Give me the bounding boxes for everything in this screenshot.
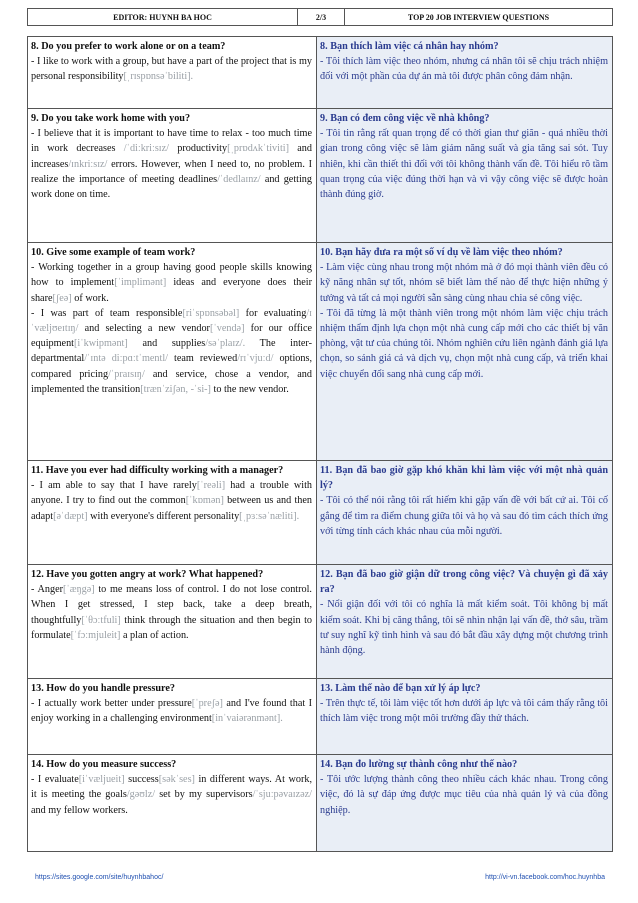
table-row bbox=[28, 243, 612, 461]
ipa-text: [ˈpreʃə] bbox=[191, 698, 223, 710]
table-row bbox=[28, 109, 612, 243]
ipa-text: [ˈæŋgə] bbox=[63, 584, 95, 596]
vietnamese-cell bbox=[317, 109, 612, 242]
answer-en: and getting work done on time. bbox=[31, 173, 312, 201]
answer-vi: - Trên thực tế, tôi làm việc tốt hơn dưới áp lực và tôi cảm thấy rằng tôi thích làm việc trong một môi trường đầy thử thách. bbox=[320, 698, 608, 725]
answer-en: and my fellow workers. bbox=[31, 804, 128, 816]
ipa-text: [ˈvendə] bbox=[209, 323, 245, 335]
ipa-text: [inˈvaiərənmənt]. bbox=[211, 713, 283, 725]
answer-en: - Working together in a group having good people skills knowing how to implement bbox=[31, 262, 312, 289]
question-vi: 9. Bạn có đem công việc về nhà không? bbox=[320, 113, 490, 124]
answer-en: - Anger bbox=[31, 584, 63, 596]
ipa-text: [ʃeə] bbox=[52, 292, 72, 304]
table-row bbox=[28, 755, 612, 851]
english-cell bbox=[28, 679, 317, 754]
answer-en: for evaluating bbox=[239, 307, 307, 319]
question-en: 9. Do you take work home with you? bbox=[31, 113, 191, 124]
answer-vi: - Tôi có thể nói rằng tôi rất hiếm khi gặp vấn đề với bất cứ ai. Tôi cố gắng để tìm ra điểm chung giữa tôi và họ và sau đó tìm cách thích ứng với từng tính cách khác nhau của mỗi người. bbox=[320, 495, 608, 537]
answer-en: - I believe that it is important to have time to relax - too much time in work decreases bbox=[31, 128, 312, 155]
answer-en: and selecting a new vendor bbox=[78, 323, 210, 335]
ipa-text: /rɪˈvjuːd/ bbox=[237, 353, 274, 365]
answer-en: and increases bbox=[31, 143, 312, 170]
ipa-text: [səkˈses] bbox=[158, 774, 195, 786]
page-number: 2/3 bbox=[298, 9, 345, 25]
vietnamese-cell bbox=[317, 679, 612, 754]
question-vi: 13. Làm thế nào để bạn xử lý áp lực? bbox=[320, 683, 481, 694]
vietnamese-cell bbox=[317, 461, 612, 564]
footer-link-sites[interactable]: https://sites.google.com/site/huynhbahoc/ bbox=[35, 874, 164, 881]
ipa-text: [riˈspɒnsəbəl] bbox=[182, 307, 240, 319]
ipa-text: /səˈplaɪz/. bbox=[205, 338, 246, 350]
answer-en: - I like to work with a group, but have a part of the project that is my personal responsibility bbox=[31, 56, 312, 83]
question-en: 13. How do you handle pressure? bbox=[31, 683, 175, 694]
table-row bbox=[28, 37, 612, 109]
answer-en: to me means loss of control. I do not lose control. When I get stressed, I step back, take a deep breath, thoughtfully bbox=[31, 584, 312, 626]
answer-en: - I was part of team responsible bbox=[31, 307, 183, 319]
answer-vi: - Tôi ước lượng thành công theo nhiều cách khác nhau. Trong công việc, đó là sự đáp ứng được mục tiêu của nhà quản lý và của đồng nghiệp. bbox=[320, 774, 608, 816]
answer-en: think through the situation and then begin to formulate bbox=[31, 614, 312, 641]
answer-vi: - Tôi thích làm việc theo nhóm, nhưng cá nhân tôi sẽ chịu trách nhiệm đối với một phần của dự án mà tôi được phân công đảm nhận. bbox=[320, 56, 608, 83]
answer-en: of work. bbox=[71, 292, 109, 304]
answer-en: for our office equipment bbox=[31, 323, 312, 350]
answer-en: had a trouble with anyone. I try to find out the common bbox=[31, 480, 313, 507]
editor-label: EDITOR: HUYNH BA HOC bbox=[28, 9, 298, 25]
answer-en: between us and then adapt bbox=[31, 495, 313, 522]
ipa-text: /ˈdedlaɪnz/ bbox=[217, 173, 261, 185]
english-cell bbox=[28, 243, 317, 460]
question-vi: 10. Bạn hãy đưa ra một số ví dụ về làm việc theo nhóm? bbox=[320, 247, 563, 258]
footer-link-facebook[interactable]: http://vi-vn.facebook.com/hoc.huynhba bbox=[485, 874, 605, 881]
question-vi: 11. Bạn đã bao giờ gặp khó khăn khi làm việc với một nhà quản lý? bbox=[320, 465, 608, 492]
answer-en: success bbox=[124, 774, 159, 786]
question-en: 8. Do you prefer to work alone or on a team? bbox=[31, 41, 226, 52]
answer-en: - I evaluate bbox=[31, 774, 79, 786]
answer-vi: - Làm việc cùng nhau trong một nhóm mà ở đó mọi thành viên đều có kỹ năng nhân sự tốt, nhóm sẽ biết làm thế nào để thực hiện những ý tưởng và tất cả mọi người sẵn sàng cùng nhau chia sẻ công việc. bbox=[320, 262, 608, 304]
ipa-text: [ˈreəli] bbox=[196, 480, 226, 492]
vietnamese-cell bbox=[317, 755, 612, 851]
table-row bbox=[28, 565, 612, 679]
answer-en: productivity bbox=[177, 143, 228, 155]
answer-en: - I actually work better under pressure bbox=[31, 698, 192, 710]
ipa-text: [ˌpɜːsəˈnæliti]. bbox=[239, 510, 300, 522]
ipa-text: [əˈdæpt] bbox=[53, 510, 88, 522]
ipa-text: [trænˈziʃən, -ˈsi-] bbox=[140, 383, 211, 395]
vietnamese-cell bbox=[317, 37, 612, 108]
answer-en: team reviewed bbox=[167, 353, 238, 365]
table-row bbox=[28, 461, 612, 565]
ipa-text: [ˌprɒdʌkˈtiviti] bbox=[227, 143, 290, 155]
ipa-text: /ˈdiːkriːsɪz/ bbox=[123, 143, 169, 155]
answer-en: - I am able to say that I have rarely bbox=[31, 480, 197, 492]
ipa-text: [ˌrɪspɒnsəˈbiliti]. bbox=[123, 71, 194, 83]
ipa-text: [iˈvæljueit] bbox=[78, 774, 125, 786]
english-cell bbox=[28, 37, 317, 108]
answer-vi: - Nổi giận đối với tôi có nghĩa là mất kiểm soát. Tôi không bị mất kiểm soát. Khi bị căng thẳng, tôi sẽ nhìn nhận lại vấn đề, thở sâu, trầm tư suy nghĩ kỹ tình hình và sau đó bắt đầu xây dựng một chương trình hành động. bbox=[320, 599, 608, 657]
vietnamese-cell bbox=[317, 565, 612, 678]
english-cell bbox=[28, 461, 317, 564]
ipa-text: /ˈɪntə diːpɑːtˈmentl/ bbox=[84, 353, 168, 365]
answer-en: and I've found that I enjoy working in a challenging environment bbox=[31, 698, 312, 725]
answer-vi: - Tôi tin rằng rất quan trọng để có thời gian thư giãn - quá nhiều thời gian trong công việc sẽ làm giảm năng suất và gia tăng sai sót. Tuy nhiên, khi cần thiết thì đối với tôi không thành vấn đề. Tôi hiểu rõ tầm quan trọng của việc đúng thời hạn và vì vậy công việc sẽ được hoàn thành đúng giờ. bbox=[320, 128, 608, 201]
question-en: 12. Have you gotten angry at work? What happened? bbox=[31, 569, 264, 580]
answer-en: options, compared pricing bbox=[31, 353, 312, 380]
answer-en: to the new vendor. bbox=[210, 383, 289, 395]
answer-en: The inter-departmental bbox=[31, 338, 313, 365]
table-row bbox=[28, 679, 612, 755]
answer-vi: - Tôi đã từng là một thành viên trong một nhóm làm việc chịu trách nhiệm thẩm định lựa chọn một nhà cung cấp mới cho các thiết bị văn phòng, vật tư của chúng tôi. Nhóm nghiên cứu liên ngành đánh giá lựa chọn, so sánh giá cả và dịch vụ, chọn một nhà cung cấp, và triển khai việc chuyển đổi sang nhà cung cấp mới. bbox=[320, 307, 608, 380]
question-vi: 14. Bạn đo lường sự thành công như thế nào? bbox=[320, 759, 518, 770]
qa-table bbox=[27, 36, 613, 852]
document-title: TOP 20 JOB INTERVIEW QUESTIONS bbox=[407, 12, 550, 22]
answer-en: with everyone's different personality bbox=[87, 510, 240, 522]
answer-en: and service, chose a vendor, and implemented the transition bbox=[31, 368, 312, 395]
answer-en: errors. However, when I need to, no problem. I realize the importance of meeting deadlines bbox=[31, 158, 312, 185]
ipa-text: [ˈθɔːtfuli] bbox=[81, 614, 121, 626]
answer-en: in different ways. At work, it is meeting the goals bbox=[31, 774, 312, 801]
question-vi: 12. Bạn đã bao giờ giận dữ trong công việc? Và chuyện gì đã xảy ra? bbox=[320, 569, 608, 596]
vietnamese-cell bbox=[317, 243, 612, 460]
question-en: 11. Have you ever had difficulty working with a manager? bbox=[31, 465, 284, 476]
header-table bbox=[27, 8, 613, 26]
ipa-text: /ɪnkriːsɪz/ bbox=[68, 158, 108, 170]
ipa-text: /ˈpraɪsɪŋ/ bbox=[108, 368, 145, 380]
answer-en: and supplies bbox=[127, 338, 206, 350]
answer-en: ideas and everyone does their share bbox=[31, 277, 312, 304]
ipa-text: [ˈimplimənt] bbox=[114, 277, 167, 289]
question-vi: 8. Bạn thích làm việc cá nhân hay nhóm? bbox=[320, 41, 499, 52]
english-cell bbox=[28, 755, 317, 851]
english-cell bbox=[28, 565, 317, 678]
ipa-text: /ɪˈvæljʊeɪtɪŋ/ bbox=[31, 307, 312, 335]
english-cell bbox=[28, 109, 317, 242]
ipa-text: [iˈkwipmənt] bbox=[74, 338, 128, 350]
answer-en: a plan of action. bbox=[120, 629, 189, 641]
question-en: 14. How do you measure success? bbox=[31, 759, 177, 770]
ipa-text: /gəʊlz/ bbox=[126, 789, 156, 801]
answer-en: set by my supervisors bbox=[155, 789, 253, 801]
question-en: 10. Give some example of team work? bbox=[31, 247, 196, 258]
ipa-text: /ˈsjuːpəvaɪzəz/ bbox=[252, 789, 312, 801]
answer-line bbox=[31, 306, 312, 397]
ipa-text: [ˈfɔːmjuleit] bbox=[70, 629, 121, 641]
ipa-text: [ˈkɒmən] bbox=[185, 495, 224, 507]
